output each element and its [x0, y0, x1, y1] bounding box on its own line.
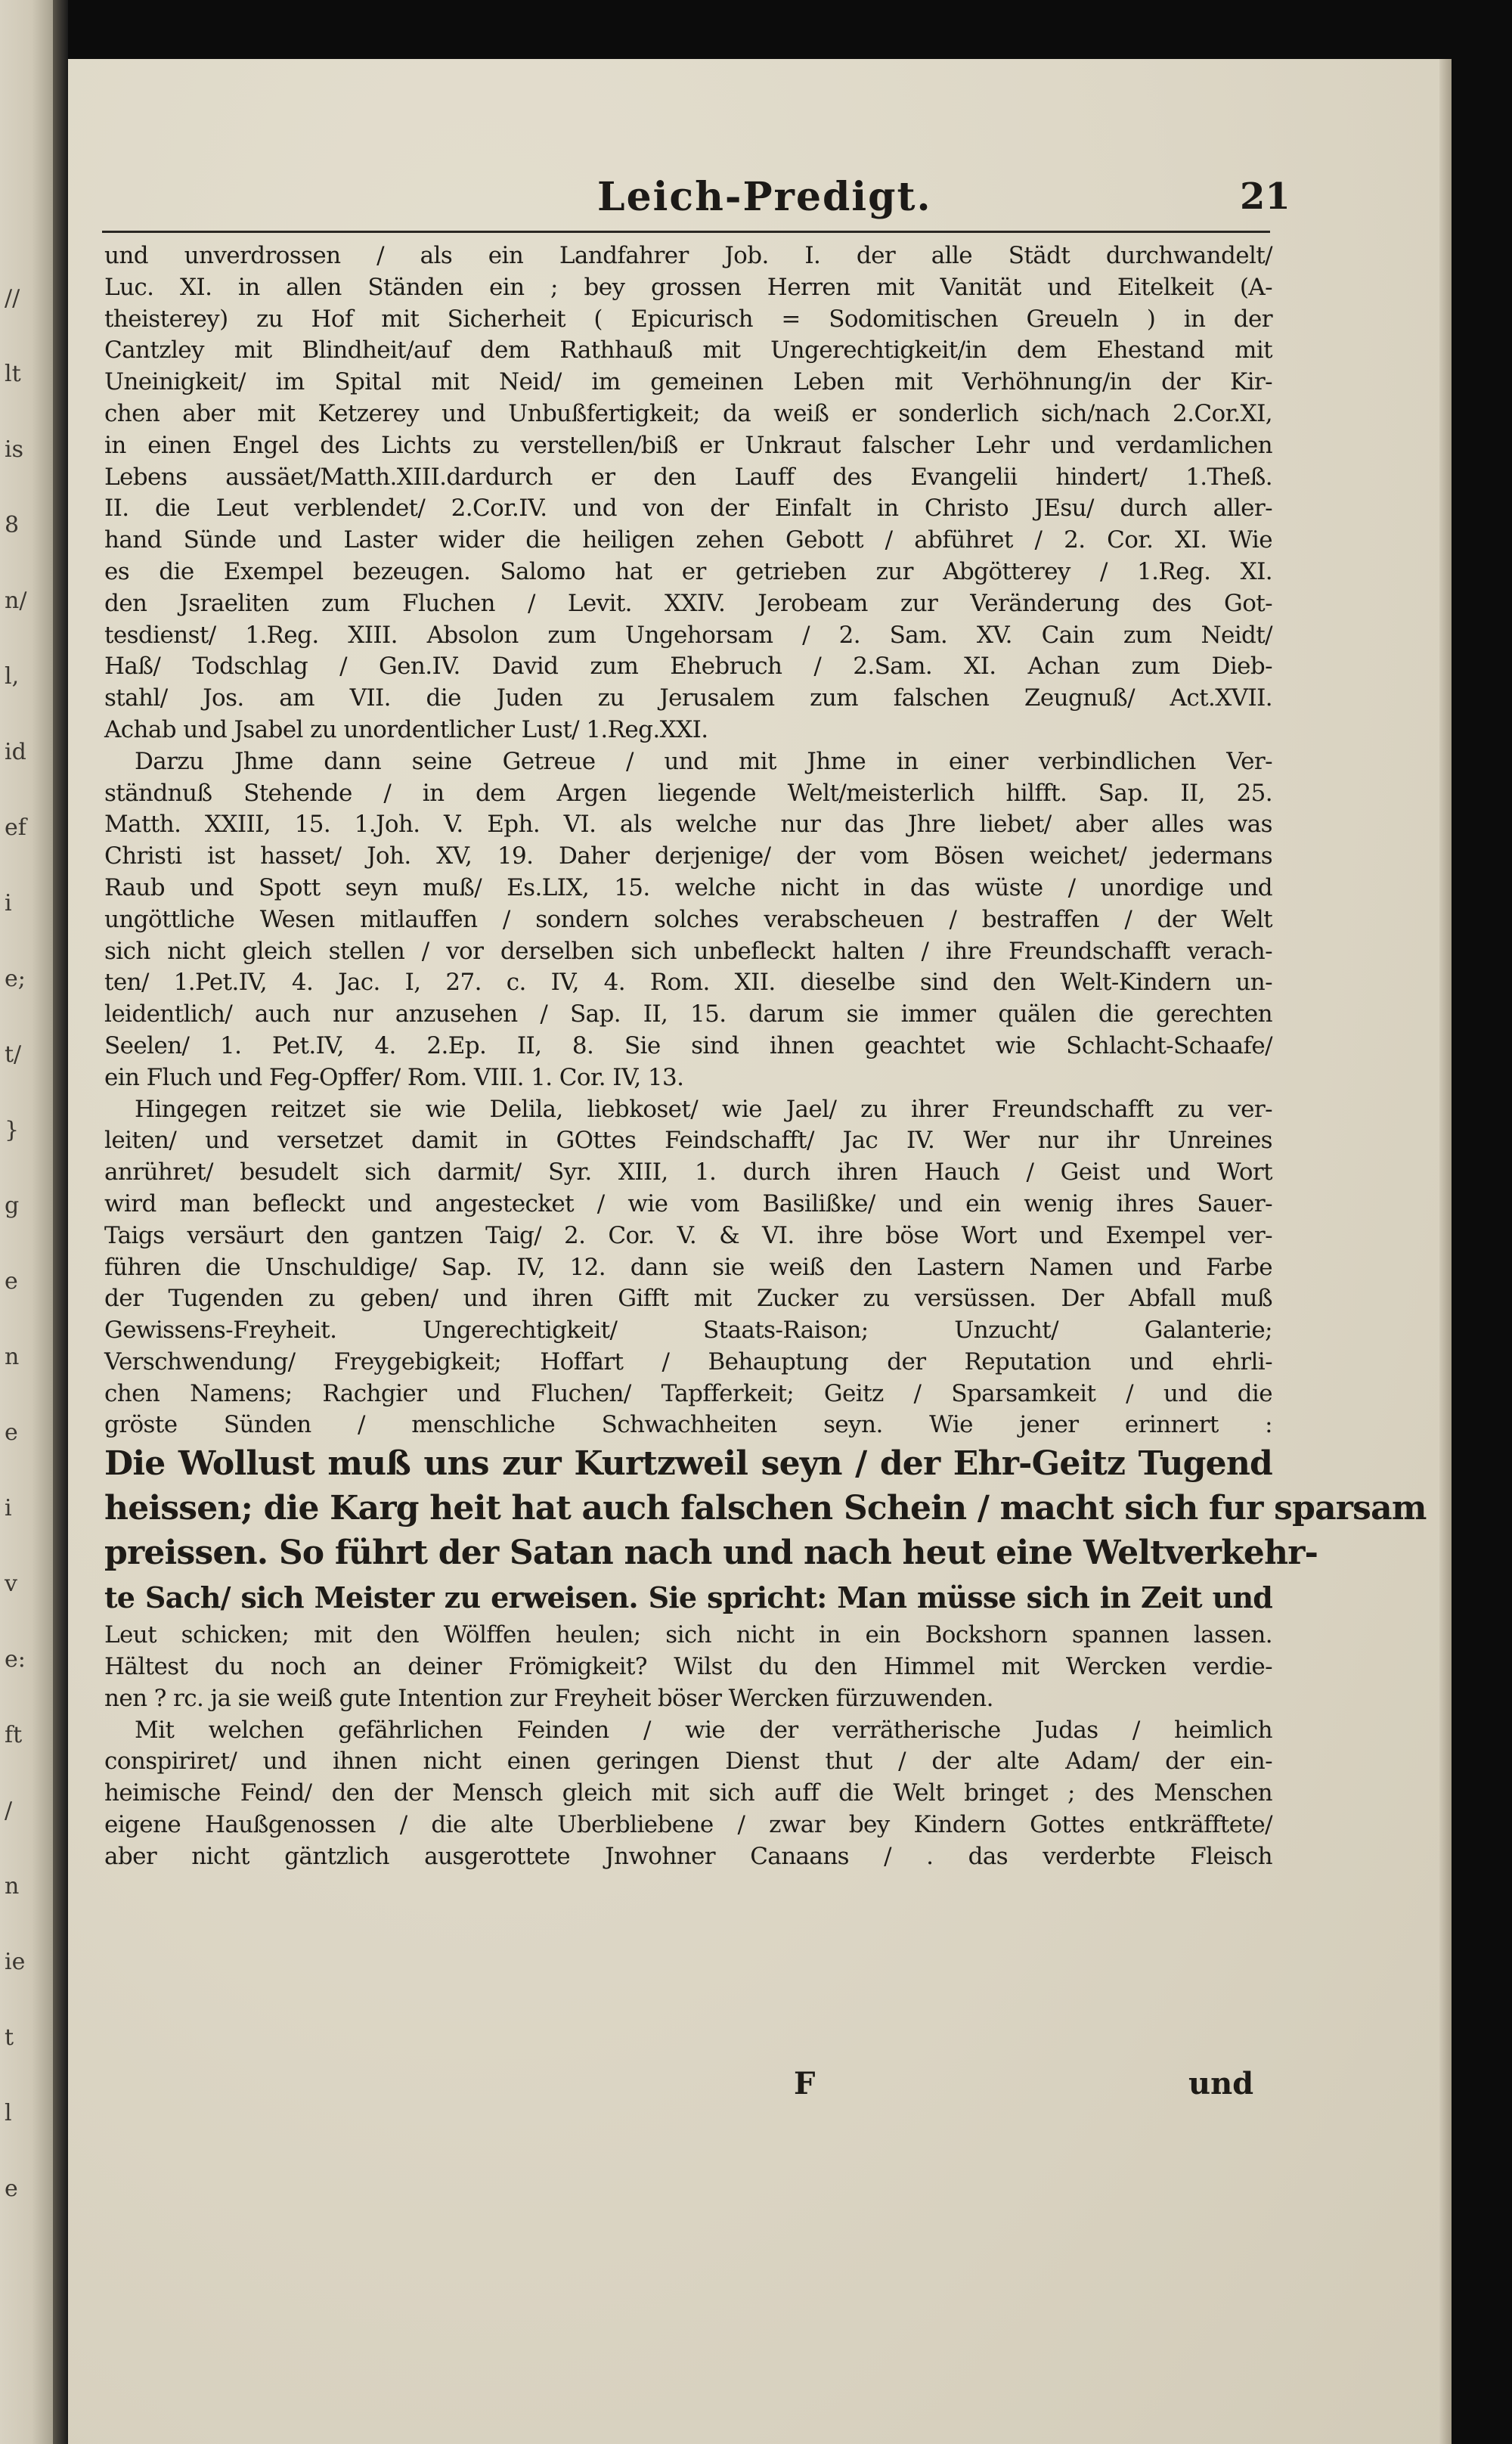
page-number: 21	[1240, 175, 1290, 218]
prev-page-fragment: n	[5, 1873, 20, 1900]
prev-page-fragment: ie	[5, 1949, 26, 1975]
text-line: anrühret/ besudelt sich darmit/ Syr. XIII, 1. durch ihren Hauch / Geist und Wort	[104, 1158, 1272, 1186]
prev-page-fragment: /	[5, 1797, 13, 1824]
text-line: sich nicht gleich stellen / vor derselben sich unbefleckt halten / ihre Freundschafft verach-	[104, 937, 1272, 965]
text-line: Leut schicken; mit den Wölffen heulen; sich nicht in ein Bockshorn spannen lassen.	[104, 1621, 1272, 1649]
text-line: es die Exempel bezeugen. Salomo hat er getrieben zur Abgötterey / 1.Reg. XI.	[104, 557, 1272, 585]
header-rule	[102, 231, 1270, 233]
prev-page-fragment: e	[5, 2176, 18, 2202]
text-line: stahl/ Jos. am VII. die Juden zu Jerusalem zum falschen Zeugnuß/ Act.XVII.	[104, 684, 1272, 712]
text-line: Cantzley mit Blindheit/auf dem Rathhauß mit Ungerechtigkeit/in dem Ehestand mit	[104, 337, 1272, 364]
text-line: heimische Feind/ den der Mensch gleich mit sich auff die Welt bringet ; des Menschen	[104, 1779, 1272, 1807]
prev-page-fragment: l	[5, 2100, 12, 2126]
prev-page-fragment: }	[5, 1117, 20, 1143]
text-line: chen Namens; Rachgier und Fluchen/ Tapfferkeit; Geitz / Sparsamkeit / und die	[104, 1379, 1272, 1407]
prev-page-fragment: g	[5, 1193, 20, 1219]
text-line: Seelen/ 1. Pet.IV, 4. 2.Ep. II, 8. Sie sind ihnen geachtet wie Schlacht-Schaafe/	[104, 1031, 1272, 1059]
text-line: Mit welchen gefährlichen Feinden / wie der verrätherische Judas / heimlich	[135, 1716, 1272, 1744]
previous-page-edge	[0, 0, 53, 2444]
text-line: und unverdrossen / als ein Landfahrer Job. I. der alle Städt durchwandelt/	[104, 242, 1272, 269]
text-line: Lebens aussäet/Matth.XIII.dardurch er den Lauff des Evangelii hindert/ 1.Theß.	[104, 463, 1272, 491]
prev-page-fragment: n/	[5, 588, 27, 614]
prev-page-fragment: ef	[5, 814, 26, 841]
text-line: conspiriret/ und ihnen nicht einen geringen Dienst thut / der alte Adam/ der ein-	[104, 1748, 1272, 1776]
text-line: führen die Unschuldige/ Sap. IV, 12. dann sie weiß den Lastern Namen und Farbe	[104, 1253, 1272, 1281]
prev-page-fragment: t/	[5, 1041, 22, 1068]
prev-page-fragment: is	[5, 436, 23, 463]
text-line: ständnuß Stehende / in dem Argen liegende Welt/meisterlich hilfft. Sap. II, 25.	[104, 779, 1272, 807]
prev-page-fragment: i	[5, 1495, 12, 1521]
text-line: der Tugenden zu geben/ und ihren Gifft mit Zucker zu versüssen. Der Abfall muß	[104, 1285, 1272, 1313]
text-line: chen aber mit Ketzerey und Unbußfertigkeit; da weiß er sonderlich sich/nach 2.Cor.XI,	[104, 399, 1272, 427]
running-head: Leich-Predigt.	[597, 174, 932, 220]
text-line: Matth. XXIII, 15. 1.Joh. V. Eph. VI. als welche nur das Jhre liebet/ aber alles was	[104, 811, 1272, 839]
text-line: theisterey) zu Hof mit Sicherheit ( Epicurisch = Sodomitischen Greueln ) in der	[104, 305, 1272, 333]
text-line: Darzu Jhme dann seine Getreue / und mit Jhme in einer verbindlichen Ver-	[135, 747, 1272, 775]
prev-page-fragment: i	[5, 890, 12, 916]
text-line: Gewissens-Freyheit. Ungerechtigkeit/ Staats-Raison; Unzucht/ Galanterie;	[104, 1317, 1272, 1345]
prev-page-fragment: id	[5, 739, 26, 765]
catchword: und	[1188, 2066, 1254, 2101]
text-line: wird man befleckt und angestecket / wie vom Basilißke/ und ein wenig ihres Sauer-	[104, 1189, 1272, 1217]
prev-page-fragment: v	[5, 1571, 17, 1597]
text-line: leidentlich/ auch nur anzusehen / Sap. II, 15. darum sie immer quälen die gerechten	[104, 1000, 1272, 1028]
prev-page-fragment: lt	[5, 361, 21, 387]
body-text	[104, 240, 1427, 1873]
text-line: Luc. XI. in allen Ständen ein ; bey grossen Herren mit Vanität und Eitelkeit (A-	[104, 273, 1272, 301]
text-line: Uneinigkeit/ im Spital mit Neid/ im gemeinen Leben mit Verhöhnung/in der Kir-	[104, 368, 1272, 396]
text-line: leiten/ und versetzet damit in GOttes Feindschafft/ Jac IV. Wer nur ihr Unreines	[104, 1127, 1272, 1155]
text-line: ein Fluch und Feg-Opffer/ Rom. VIII. 1. Cor. IV, 13.	[104, 1063, 684, 1091]
text-line: heissen; die Karg heit hat auch falschen Schein / macht sich fur sparsam	[104, 1489, 1427, 1528]
text-line: ungöttliche Wesen mitlauffen / sondern solches verabscheuen / bestraffen / der Welt	[104, 905, 1272, 933]
text-line: Achab und Jsabel zu unordentlicher Lust/ 1.Reg.XXI.	[104, 715, 708, 743]
text-line: Taigs versäurt den gantzen Taig/ 2. Cor. V. & VI. ihre böse Wort und Exempel ver-	[104, 1221, 1272, 1249]
text-line: Die Wollust muß uns zur Kurtzweil seyn / der Ehr-Geitz Tugend	[104, 1444, 1272, 1484]
text-line: Christi ist hasset/ Joh. XV, 19. Daher derjenige/ der vom Bösen weichet/ jedermans	[104, 842, 1272, 870]
book-gutter	[53, 0, 68, 2444]
prev-page-fragment: n	[5, 1344, 20, 1370]
prev-page-fragment: e	[5, 1268, 18, 1295]
text-line: ten/ 1.Pet.IV, 4. Jac. I, 27. c. IV, 4. Rom. XII. dieselbe sind den Welt-Kindern un-	[104, 969, 1272, 997]
text-line: hand Sünde und Laster wider die heiligen zehen Gebott / abführet / 2. Cor. XI. Wie	[104, 526, 1272, 554]
signature-mark: F	[794, 2066, 816, 2101]
text-line: in einen Engel des Lichts zu verstellen/biß er Unkraut falscher Lehr und verdamlichen	[104, 431, 1272, 459]
prev-page-fragment: ft	[5, 1722, 23, 1748]
text-line: nen ? rc. ja sie weiß gute Intention zur Freyheit böser Wercken fürzuwenden.	[104, 1684, 993, 1712]
text-line: den Jsraeliten zum Fluchen / Levit. XXIV. Jerobeam zur Veränderung des Got-	[104, 589, 1272, 617]
prev-page-fragment: e	[5, 1419, 18, 1446]
text-line: aber nicht gäntzlich ausgerottete Jnwohner Canaans / . das verderbte Fleisch	[104, 1842, 1272, 1870]
prev-page-fragment: e;	[5, 966, 26, 992]
text-line: eigene Haußgenossen / die alte Uberbliebene / zwar bey Kindern Gottes entkräfftete/	[104, 1811, 1272, 1839]
text-line: preissen. So führt der Satan nach und nach heut eine Weltverkehr-	[104, 1534, 1318, 1573]
text-line: tesdienst/ 1.Reg. XIII. Absolon zum Ungehorsam / 2. Sam. XV. Cain zum Neidt/	[104, 621, 1272, 649]
text-line: Hingegen reitzet sie wie Delila, liebkoset/ wie Jael/ zu ihrer Freundschafft zu ver-	[135, 1095, 1272, 1123]
text-line: Raub und Spott seyn muß/ Es.LIX, 15. welche nicht in das wüste / unordige und	[104, 873, 1272, 901]
prev-page-fragment: t	[5, 2024, 14, 2051]
page-edge-shadow	[1439, 59, 1452, 2444]
prev-page-fragment: l,	[5, 663, 20, 690]
text-line: gröste Sünden / menschliche Schwachheiten seyn. Wie jener erinnert :	[104, 1411, 1272, 1439]
prev-page-fragment: e:	[5, 1646, 26, 1673]
prev-page-fragment: 8	[5, 512, 20, 538]
prev-page-fragment: //	[5, 285, 20, 312]
text-line: Haß/ Todschlag / Gen.IV. David zum Ehebruch / 2.Sam. XI. Achan zum Dieb-	[104, 653, 1272, 681]
text-line: Verschwendung/ Freygebigkeit; Hoffart / Behauptung der Reputation und ehrli-	[104, 1348, 1272, 1376]
text-line: te Sach/ sich Meister zu erweisen. Sie spricht: Man müsse sich in Zeit und	[104, 1580, 1272, 1615]
text-line: II. die Leut verblendet/ 2.Cor.IV. und von der Einfalt in Christo JEsu/ durch aller-	[104, 495, 1272, 523]
text-line: Hältest du noch an deiner Frömigkeit? Wilst du den Himmel mit Wercken verdie-	[104, 1653, 1272, 1681]
